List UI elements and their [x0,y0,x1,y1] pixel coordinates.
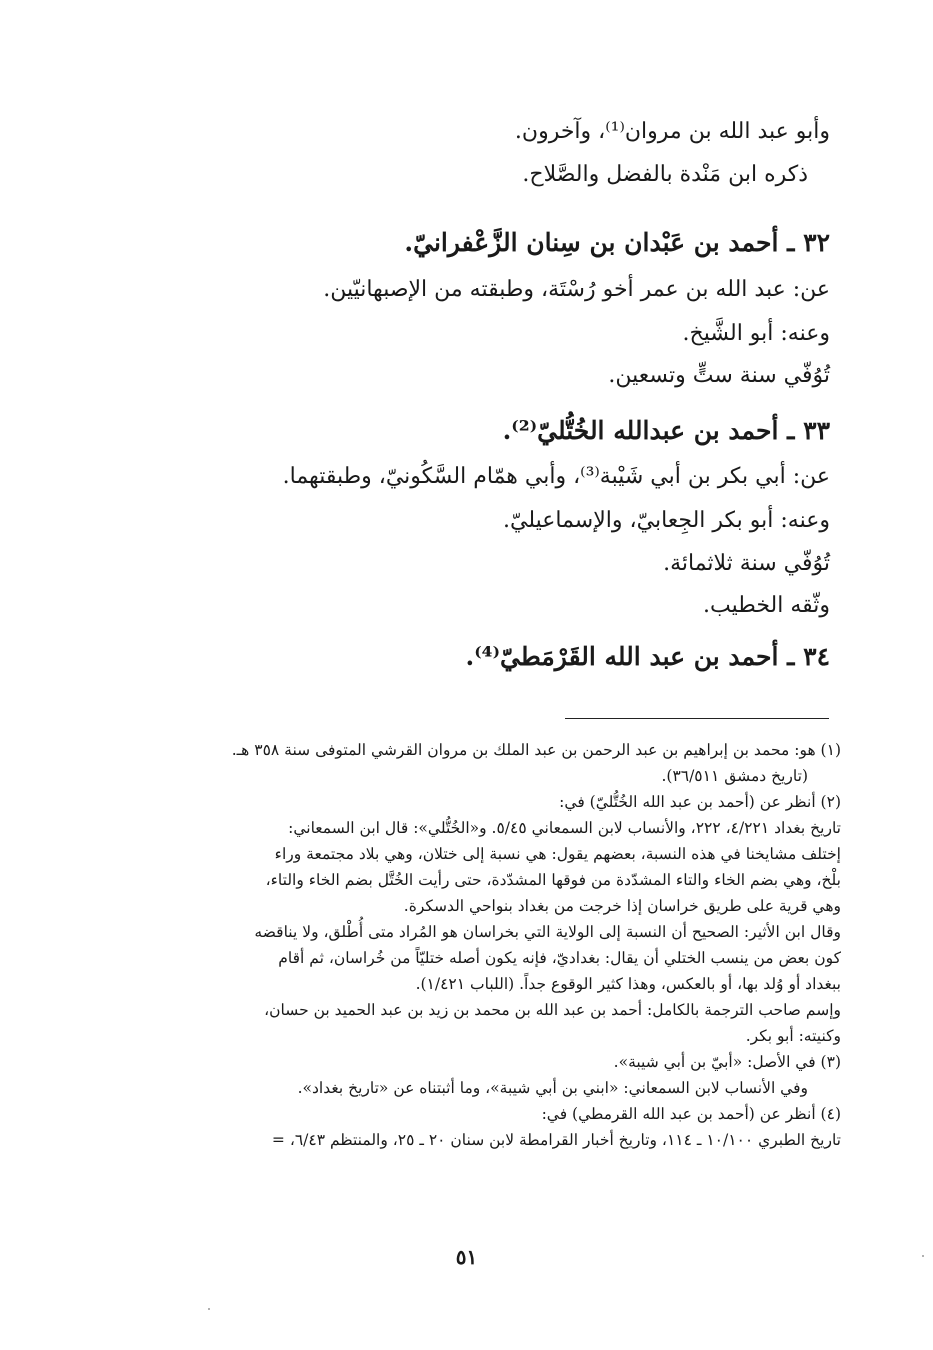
scan-speck [208,1308,210,1310]
footnote-2-line-6: وقال ابن الأثير: الصحيح أن النسبة إلى الولاية التي بخراسان هو المُراد متى أُطْلق، ولا يناقضه [254,923,841,941]
footnote-4: (٤) أنظر عن (أحمد بن عبد الله القرمطي) في: [541,1105,841,1123]
footnote-2-line-2: تاريخ بغداد ٤/٢٢١، ٢٢٢، والأنساب لابن السمعاني ٥/٤٥. و«الخُتُّلي»: قال ابن السمعاني: [288,819,841,837]
scan-speck [922,1255,924,1257]
footnote-4-line-2: تاريخ الطبري ١٠/١٠٠ ـ ١١٤، وتاريخ أخبار القرامطة لابن سنان ٢٠ ـ ٢٥، والمنتظم ٦/٤٣، = [271,1131,841,1149]
page-number: ٥١ [455,1245,478,1269]
text-line-2: ذكره ابن مَنْدة بالفضل والصَّلاح. [522,162,808,187]
footnote-2: (٢) أنظر عن (أحمد بن عبد الله الخُتُّليّ) في: [559,793,841,811]
footnote-1-cont: (تاريخ دمشق ٣٦/٥١١). [661,767,808,785]
footnote-separator [565,718,829,719]
footnote-2-line-9: وإسم صاحب الترجمة بالكامل: أحمد بن عبد الله بن محمد بن زيد بن عبد الحميد بن حسان، [264,1001,841,1019]
footnote-2-line-8: ببغداد أو وُلد بها، أو بالعكس، وهذا كثير الوقوع جداً. (اللباب ١/٤٢١). [415,975,841,993]
entry-heading-34: ٣٤ ـ أحمد بن عبد الله القَرْمَطيّ⁽⁴⁾. [465,642,830,671]
entry-heading-33: ٣٣ ـ أحمد بن عبدالله الخُتُّليّ⁽²⁾. [502,416,830,445]
entry-32-from: عن: عبد الله بن عمر أخو رُسْتَة، وطبقته من الإصبهانيّين. [323,277,830,302]
entry-33-narrators: وعنه: أبو بكر الجِعابيّ، والإسماعيليّ. [503,508,830,533]
entry-32-death: تُوُفّي سنة ستٍّ وتسعين. [608,363,830,388]
footnote-2-line-4: بلْخ، وهي بضم الخاء والتاء المشدّدة من فوقها المشدّدة، حتى رأيت الخُتَّل بضم الخاء والتاء، [265,871,841,889]
entry-33-from: عن: أبي بكر بن أبي شَيْبة⁽³⁾، وأبي همّام السَّكُونيّ، وطبقتهما. [282,464,830,489]
entry-33-death: تُوُفّي سنة ثلاثمائة. [663,551,830,576]
footnote-3: (٣) في الأصل: «أبيّ بن أبي شيبة». [613,1053,841,1071]
footnote-1: (١) هو: محمد بن إبراهيم بن عبد الرحمن بن عبد الملك بن مروان القرشي المتوفى سنة ٣٥٨ هـ. [231,741,841,759]
footnote-2-line-7: كون بعض من ينسب الختلي أن يقال: بغداديّ، فإنه يكون أصله ختليّاً من خُراسان، ثم أقام [278,949,841,967]
entry-32-narrators: وعنه: أبو الشَّيخ. [682,321,830,346]
footnote-2-line-3: إختلف مشايخنا في هذه النسبة، بعضهم يقول: هي نسبة إلى ختلان، وهي بلاد مجتمعة وراء [274,845,841,863]
entry-heading-32: ٣٢ ـ أحمد بن عَبْدان بن سِنان الزَّعْفرانيّ. [404,228,830,257]
footnote-2-line-5: وهي قرية على طريق خراسان إذا خرجت من بغداد بنواحي الدسكرة. [403,897,841,915]
entry-33-trust: وثّقه الخطيب. [703,593,830,618]
footnote-2-line-10: وكنيته: أبو بكر. [745,1027,841,1045]
footnote-3-line-2: وفي الأنساب لابن السمعاني: «ابني بن أبي شيبة»، وما أثبتناه عن «تاريخ بغداد». [297,1079,808,1097]
text-line-1: وأبو عبد الله بن مروان⁽¹⁾، وآخرون. [514,119,830,144]
